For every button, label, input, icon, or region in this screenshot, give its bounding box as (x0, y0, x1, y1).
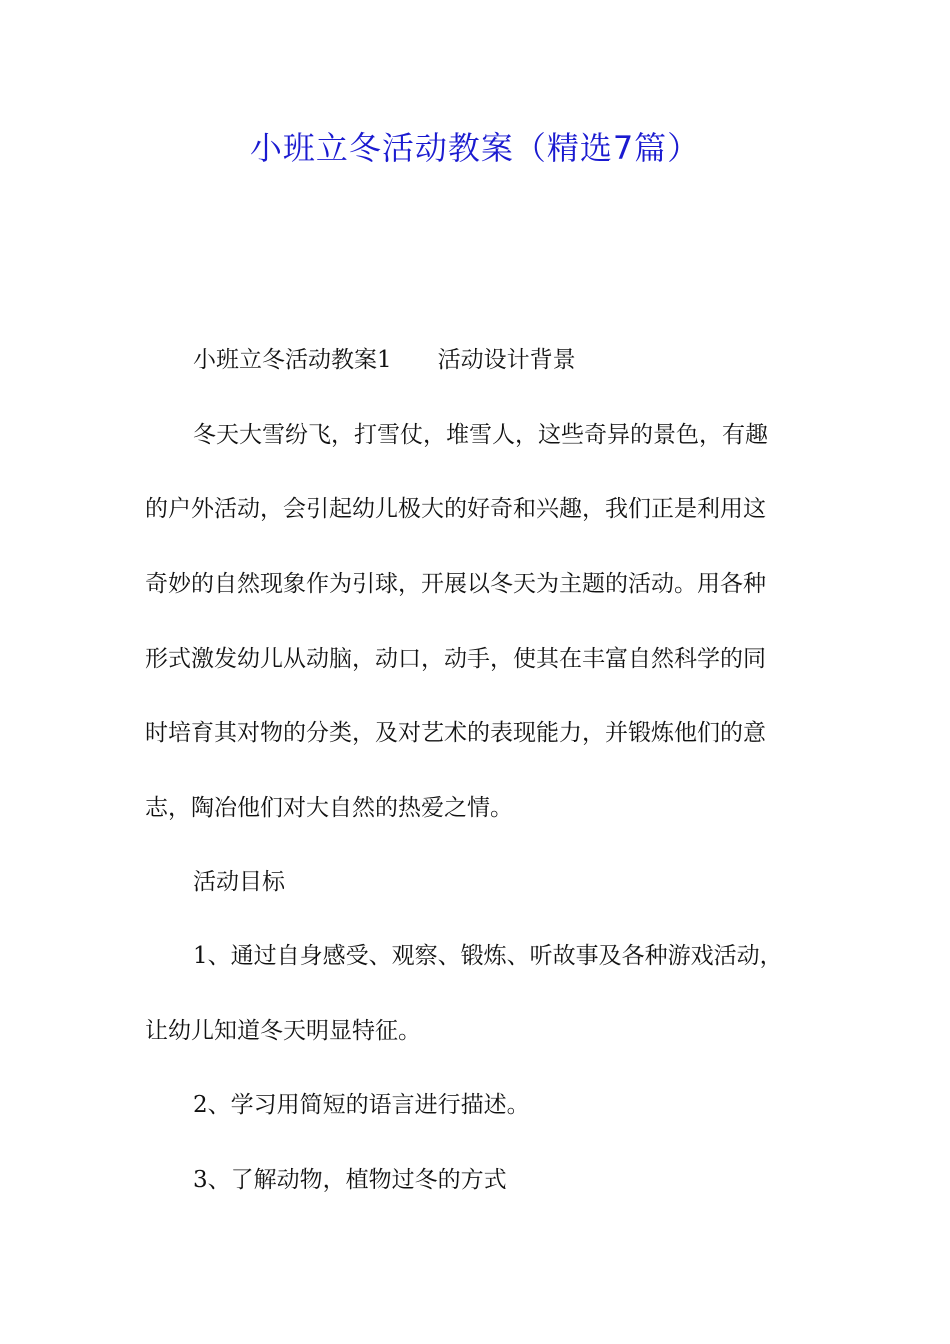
section-heading-line (145, 345, 863, 375)
document-title: 小班立冬活动教案（精选7篇） (249, 129, 701, 167)
paragraph-line: 时培育其对物的分类，及对艺术的表现能力，并锻炼他们的意 (145, 720, 766, 746)
section-heading: 小班立冬活动教案1 (193, 347, 392, 373)
goal-2: 2、学习用简短的语言进行描述。 (193, 1092, 530, 1118)
paragraph-line: 冬天大雪纷飞，打雪仗，堆雪人，这些奇异的景色，有趣 (193, 422, 768, 448)
paragraph-line: 志，陶冶他们对大自然的热爱之情。 (145, 795, 513, 821)
paragraph-line: 形式激发幼儿从动脑，动口，动手，使其在丰富自然科学的同 (145, 646, 766, 672)
goals-heading: 活动目标 (193, 869, 285, 895)
paragraph-line: 的户外活动，会引起幼儿极大的好奇和兴趣，我们正是利用这 (145, 496, 766, 522)
goal-1-line: 让幼儿知道冬天明显特征。 (145, 1018, 421, 1044)
paragraph-line: 奇妙的自然现象作为引球，开展以冬天为主题的活动。用各种 (145, 571, 766, 597)
section-subheading: 活动设计背景 (437, 347, 576, 373)
goal-3: 3、了解动物，植物过冬的方式 (193, 1167, 507, 1193)
goal-1-line: 1、通过自身感受、观察、锻炼、听故事及各种游戏活动， (193, 943, 783, 969)
